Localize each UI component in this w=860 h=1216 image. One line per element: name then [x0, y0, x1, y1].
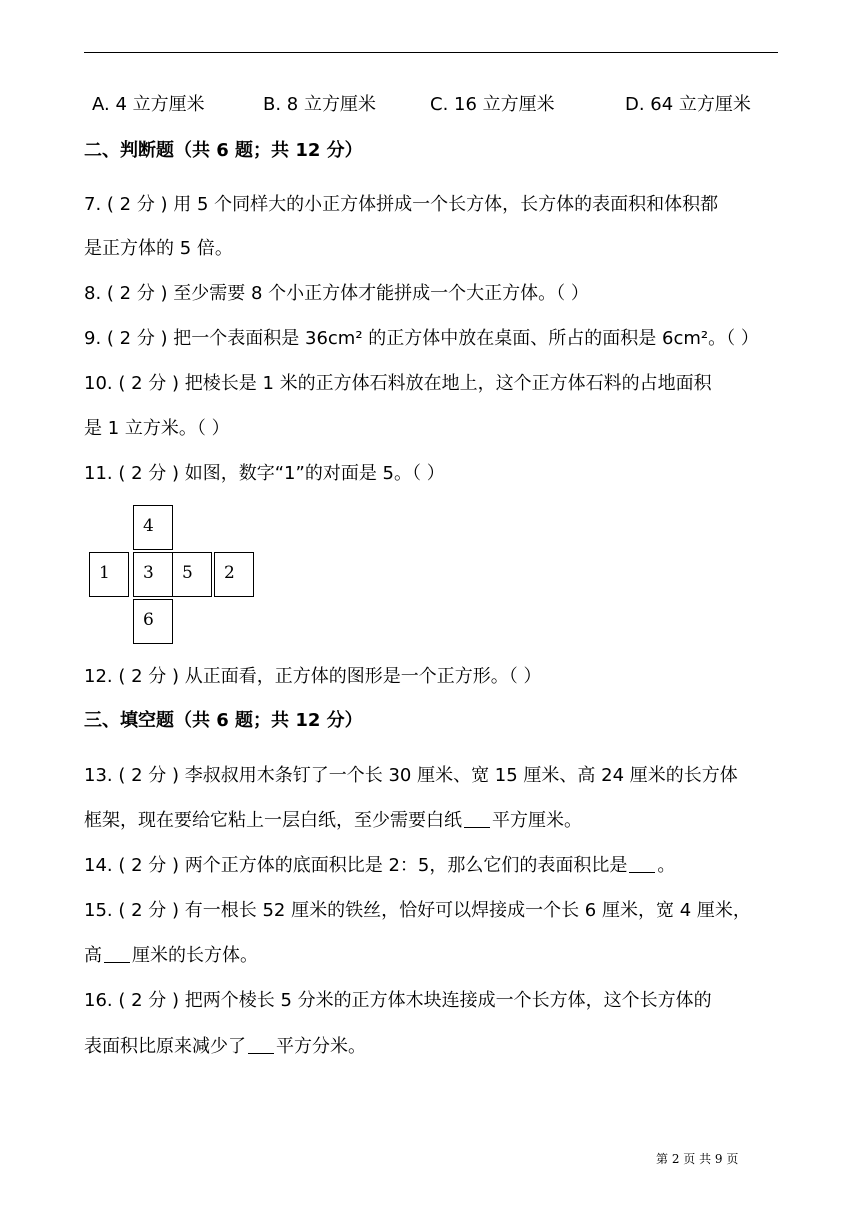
question-13-text-post: 平方厘米。	[492, 810, 582, 831]
question-8: 8. ( 2 分 ) 至少需要 8 个小正方体才能拼成一个大正方体。（ ）	[84, 283, 589, 304]
question-14	[84, 853, 675, 879]
question-11: 11. ( 2 分 ) 如图，数字“1”的对面是 5。（ ）	[84, 463, 445, 484]
question-7-line1: 7. ( 2 分 ) 用 5 个同样大的小正方体拼成一个长方体，长方体的表面积和体积都	[84, 194, 719, 215]
question-13-text-pre: 框架，现在要给它粘上一层白纸，至少需要白纸	[84, 810, 462, 831]
question-10-line2: 是 1 立方米。（ ）	[84, 418, 230, 439]
question-13-line2	[84, 808, 582, 834]
net-cell-left: 1	[89, 552, 129, 597]
question-15-line2	[84, 943, 258, 969]
question-16-line2	[84, 1034, 366, 1060]
question-12: 12. ( 2 分 ) 从正面看，正方体的图形是一个正方形。（ ）	[84, 666, 542, 687]
question-13-line1: 13. ( 2 分 ) 李叔叔用木条钉了一个长 30 厘米、宽 15 厘米、高 24 厘米的长方体	[84, 765, 738, 786]
answer-blank[interactable]	[104, 944, 130, 963]
question-9: 9. ( 2 分 ) 把一个表面积是 36cm² 的正方体中放在桌面、所占的面积是 6cm²。（ ）	[84, 328, 759, 349]
question-16-line1: 16. ( 2 分 ) 把两个棱长 5 分米的正方体木块连接成一个长方体，这个长方体的	[84, 990, 712, 1011]
header-rule	[84, 52, 778, 53]
question-7-line2: 是正方体的 5 倍。	[84, 238, 233, 259]
net-cell-center: 3	[133, 552, 173, 597]
net-cell-right1: 5	[172, 552, 212, 597]
question-14-text-pre: 14. ( 2 分 ) 两个正方体的底面积比是 2：5，那么它们的表面积比是	[84, 855, 628, 876]
section-3-title: 三、填空题（共 6 题；共 12 分）	[84, 710, 363, 731]
answer-blank[interactable]	[248, 1035, 274, 1054]
question-14-text-post: 。	[657, 855, 676, 876]
question-16-text-pre: 表面积比原来减少了	[84, 1036, 246, 1057]
question-10-line1: 10. ( 2 分 ) 把棱长是 1 米的正方体石料放在地上，这个正方体石料的占地面积	[84, 373, 712, 394]
net-cell-top: 4	[133, 505, 173, 550]
answer-blank[interactable]	[464, 809, 490, 828]
cube-net-figure	[89, 505, 255, 647]
net-cell-right2: 2	[214, 552, 254, 597]
question-15-line1: 15. ( 2 分 ) 有一根长 52 厘米的铁丝，恰好可以焊接成一个长 6 厘米，宽 4 厘米，	[84, 900, 751, 921]
question-15-text-post: 厘米的长方体。	[132, 945, 258, 966]
answer-blank[interactable]	[629, 854, 655, 873]
net-cell-bottom: 6	[133, 599, 173, 644]
section-2-title: 二、判断题（共 6 题；共 12 分）	[84, 140, 363, 161]
question-15-text-pre: 高	[84, 945, 102, 966]
option-a: A. 4 立方厘米	[92, 94, 205, 115]
option-d: D. 64 立方厘米	[625, 94, 751, 115]
option-b: B. 8 立方厘米	[263, 94, 376, 115]
option-c: C. 16 立方厘米	[430, 94, 555, 115]
question-16-text-post: 平方分米。	[276, 1036, 366, 1057]
page-footer: 第 2 页 共 9 页	[656, 1152, 739, 1166]
